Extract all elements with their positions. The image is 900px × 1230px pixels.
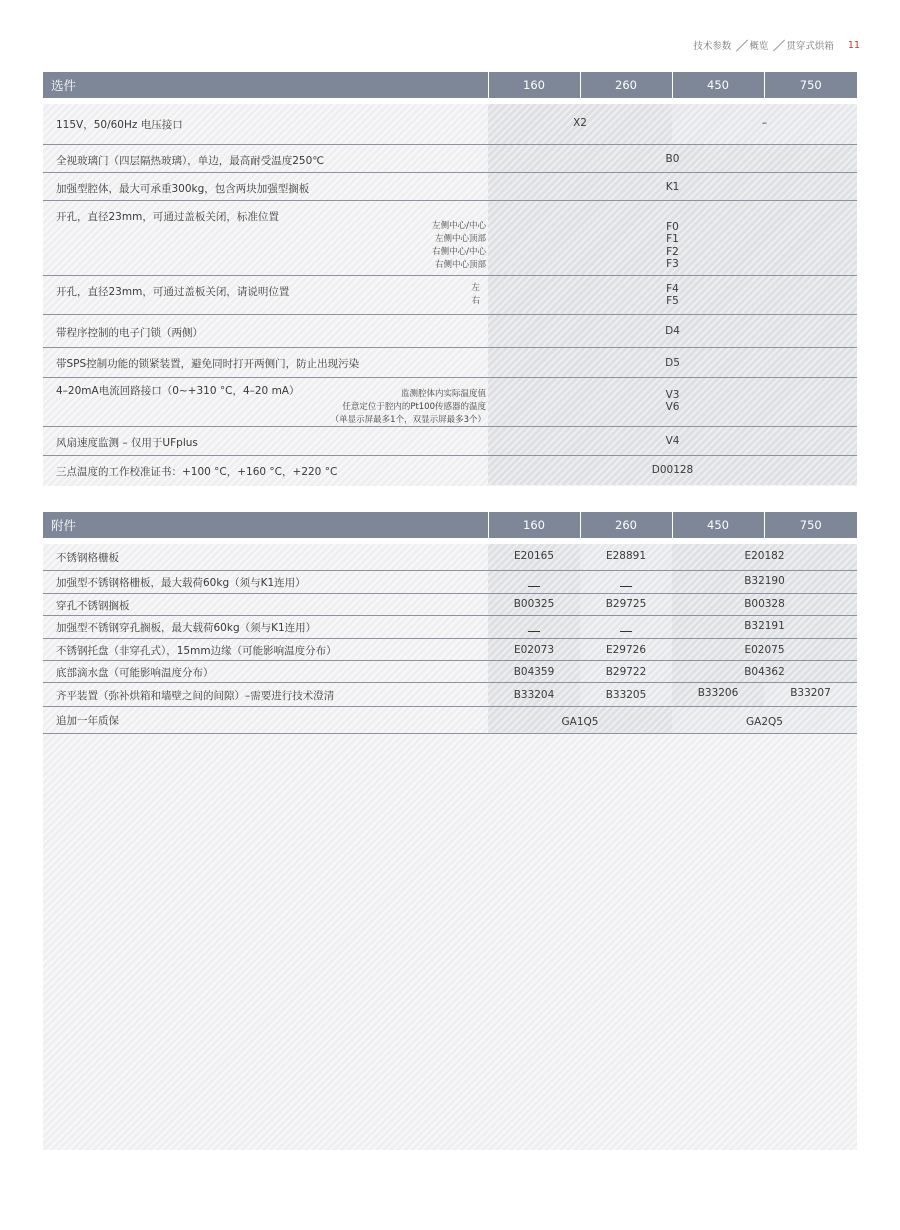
- table-row: [43, 347, 857, 377]
- row-label: 不锈钢格栅板: [43, 544, 488, 570]
- column-header: 260: [580, 72, 672, 98]
- row-label: 全视玻璃门（四层隔热玻璃），单边，最高耐受温度250℃: [43, 144, 488, 172]
- position-list: [471, 282, 480, 308]
- options-header-row: [43, 72, 857, 98]
- column-header: 450: [672, 72, 764, 98]
- value-cell: B29725: [580, 593, 672, 615]
- note-line: 任意定位于腔内的Pt100传感器的温度: [342, 401, 486, 412]
- option-code: V3: [665, 388, 680, 401]
- table-row: [43, 455, 857, 485]
- table-row: [43, 638, 857, 660]
- sensor-note-list: [331, 388, 486, 427]
- option-code: F3: [666, 258, 679, 270]
- table-row: [43, 377, 857, 426]
- note-line: 监测腔体内实际温度值: [400, 388, 486, 399]
- dash-icon: [528, 631, 540, 632]
- note-line: （单显示屏最多1个，双显示屏最多3个）: [330, 414, 486, 425]
- table-row: [43, 275, 857, 314]
- accessories-header-title: 附件: [43, 512, 488, 538]
- value-cell: B29722: [580, 660, 672, 682]
- value-cell: K1: [488, 172, 857, 200]
- breadcrumb: [693, 38, 860, 52]
- table-row: [43, 144, 857, 172]
- accessories-table: [43, 512, 857, 734]
- value-cell-empty: [580, 615, 672, 638]
- table-row: [43, 570, 857, 593]
- row-label: 三点温度的工作校准证书：+100 °C，+160 °C，+220 °C: [56, 465, 338, 478]
- position-label: 左: [471, 282, 480, 293]
- value-cell: B0: [488, 144, 857, 172]
- table-row: [43, 615, 857, 638]
- column-header: 260: [580, 512, 672, 538]
- value-cell: D00128: [488, 455, 857, 485]
- value-cell: E02073: [488, 638, 580, 660]
- column-header: 160: [488, 512, 580, 538]
- position-label: 右侧中心顶部: [434, 259, 486, 270]
- value-cell: B32191: [672, 615, 857, 638]
- row-label: 加强型不锈钢格栅板，最大载荷60kg（须与K1连用）: [43, 570, 488, 593]
- column-header: 750: [764, 512, 857, 538]
- column-header: 450: [672, 512, 764, 538]
- row-label-text: 4–20mA电流回路接口（0~+310 °C，4–20 mA）: [56, 384, 300, 397]
- dash-icon: [620, 631, 632, 632]
- row-label: 底部滴水盘（可能影响温度分布）: [43, 660, 488, 682]
- row-label: 115V，50/60Hz 电压接口: [43, 104, 488, 144]
- breadcrumb-item[interactable]: 概览: [749, 41, 769, 52]
- table-row: [43, 593, 857, 615]
- column-header: 750: [764, 72, 857, 98]
- options-header-title: 选件: [43, 72, 488, 98]
- table-row: [43, 172, 857, 200]
- page-number: 11: [847, 39, 860, 51]
- value-cell: [488, 200, 857, 275]
- value-cell: E20182: [672, 544, 857, 570]
- row-label: [43, 275, 488, 314]
- position-label: 右侧中心/中心: [432, 246, 486, 257]
- value-cell: D5: [488, 347, 857, 377]
- value-cell: B33207: [764, 682, 857, 706]
- value-cell: B33204: [488, 682, 580, 706]
- value-cell: [488, 275, 857, 314]
- value-cell: GA2Q5: [672, 706, 857, 733]
- row-label: 加强型不锈钢穿孔搁板，最大载荷60kg（须与K1连用）: [43, 615, 488, 638]
- column-header: 160: [488, 72, 580, 98]
- option-code: F4: [666, 282, 679, 295]
- position-label: 左侧中心顶部: [434, 233, 486, 244]
- value-cell: B04359: [488, 660, 580, 682]
- row-label: 风扇速度监测 – 仅用于UFplus: [43, 426, 488, 455]
- value-cell: B33205: [580, 682, 672, 706]
- row-label: 带程序控制的电子门锁（两侧）: [43, 314, 488, 347]
- row-label: [43, 200, 488, 275]
- value-cell: B32190: [672, 570, 857, 593]
- breadcrumb-item[interactable]: 贯穿式烘箱: [786, 41, 834, 52]
- value-cell: B04362: [672, 660, 857, 682]
- row-label-text: 开孔，直径23mm，可通过盖板关闭，标准位置: [56, 210, 279, 223]
- option-code: F1: [666, 233, 679, 245]
- position-label: 右: [471, 295, 480, 306]
- row-label-text: 开孔，直径23mm，可通过盖板关闭，请说明位置: [56, 285, 290, 298]
- table-row: [43, 314, 857, 347]
- option-code: V6: [665, 401, 680, 413]
- value-cell: X2: [488, 104, 672, 144]
- value-cell: E20165: [488, 544, 580, 570]
- slash-separator-icon: [770, 38, 784, 52]
- value-cell: –: [672, 104, 857, 144]
- table-row: [43, 660, 857, 682]
- position-list: [432, 220, 486, 272]
- value-cell: [488, 377, 857, 426]
- row-label: 不锈钢托盘（非穿孔式），15mm边缘（可能影响温度分布）: [43, 638, 488, 660]
- options-table: [43, 72, 857, 485]
- row-label: 追加一年质保: [43, 706, 488, 733]
- value-cell: GA1Q5: [488, 706, 672, 733]
- value-cell: V4: [488, 426, 857, 455]
- value-cell: B33206: [672, 682, 764, 706]
- accessories-header-row: [43, 512, 857, 538]
- option-code: F0: [666, 220, 679, 233]
- value-cell-empty: [488, 570, 580, 593]
- dash-icon: [528, 586, 540, 587]
- value-cell: B00325: [488, 593, 580, 615]
- row-label: 穿孔不锈钢搁板: [43, 593, 488, 615]
- value-cell: B00328: [672, 593, 857, 615]
- table-row: [43, 426, 857, 455]
- row-label: 带SPS控制功能的锁紧装置，避免同时打开两侧门，防止出现污染: [43, 347, 488, 377]
- value-cell: E02075: [672, 638, 857, 660]
- value-cell-empty: [488, 615, 580, 638]
- value-cell-empty: [580, 570, 672, 593]
- option-code: F2: [666, 245, 679, 258]
- value-cell: E28891: [580, 544, 672, 570]
- table-row: [43, 544, 857, 570]
- table-row: [43, 706, 857, 733]
- table-row: [43, 682, 857, 706]
- option-code: F5: [666, 295, 679, 307]
- row-label: 齐平装置（弥补烘箱和墙壁之间的间隙）–需要进行技术澄清: [43, 682, 488, 706]
- table-row: [43, 200, 857, 275]
- slash-separator-icon: [733, 38, 747, 52]
- breadcrumb-item[interactable]: 技术参数: [693, 41, 732, 52]
- position-label: 左侧中心/中心: [432, 220, 486, 231]
- table-row: [43, 104, 857, 144]
- row-label: 加强型腔体，最大可承重300kg，包含两块加强型搁板: [43, 172, 488, 200]
- dash-icon: [620, 586, 632, 587]
- value-cell: D4: [488, 314, 857, 347]
- value-cell: E29726: [580, 638, 672, 660]
- row-label: [43, 377, 488, 426]
